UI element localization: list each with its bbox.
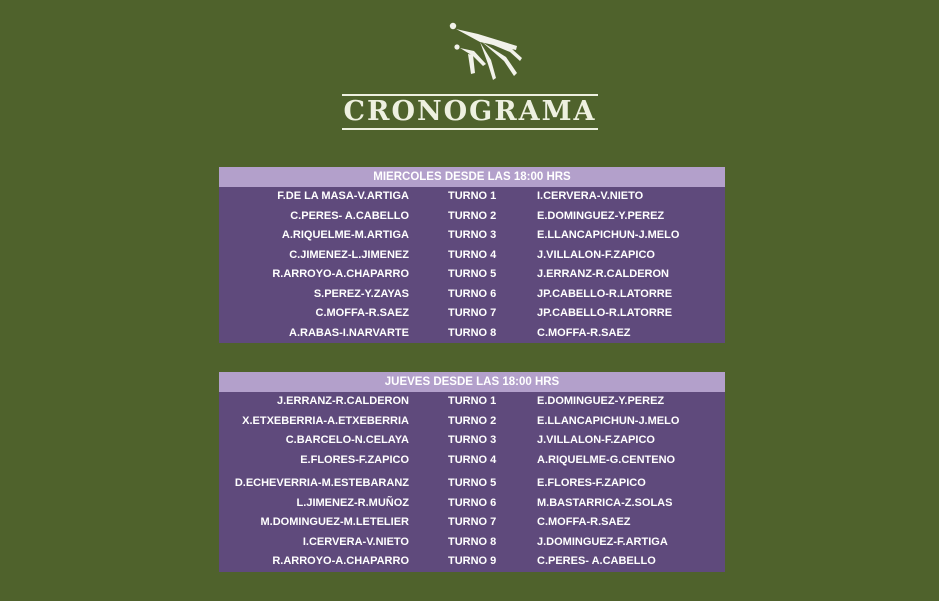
left-pair-cell: C.JIMENEZ-L.JIMENEZ [289, 248, 409, 261]
turn-cell: TURNO 3 [448, 229, 497, 241]
right-pair-cell: J.DOMINGUEZ-F.ARTIGA [537, 535, 668, 548]
left-pair-cell: X.ETXEBERRIA-A.ETXEBERRIA [242, 414, 409, 427]
schedule-row [219, 513, 725, 533]
turn-cell: TURNO 4 [448, 248, 497, 261]
schedule-row [219, 207, 725, 227]
right-pair-cell: A.RIQUELME-G.CENTENO [537, 453, 676, 466]
schedule-row [219, 246, 725, 266]
left-pair-cell: R.ARROYO-A.CHAPARRO [272, 555, 409, 567]
schedule-row [219, 324, 725, 344]
turn-cell: TURNO 4 [448, 453, 497, 466]
left-pair-cell: C.BARCELO-N.CELAYA [285, 434, 409, 446]
left-pair-cell: J.ERRANZ-R.CALDERON [277, 395, 409, 407]
right-pair-cell: C.PERES- A.CABELLO [537, 555, 656, 567]
turn-cell: TURNO 2 [448, 414, 497, 427]
left-pair-cell: D.ECHEVERRIA-M.ESTEBARANZ [234, 477, 409, 489]
right-pair-cell: JP.CABELLO-R.LATORRE [537, 307, 673, 319]
schedule-row [219, 392, 725, 412]
right-pair-cell: C.MOFFA-R.SAEZ [537, 326, 631, 339]
right-pair-cell: E.FLORES-F.ZAPICO [537, 477, 646, 489]
right-pair-cell: E.DOMINGUEZ-Y.PEREZ [537, 395, 665, 407]
right-pair-cell: E.DOMINGUEZ-Y.PEREZ [537, 209, 665, 222]
turn-cell: TURNO 6 [448, 287, 497, 300]
title-bottom-rule [342, 128, 598, 130]
schedule-row [219, 187, 725, 207]
turn-cell: TURNO 1 [448, 190, 497, 202]
right-pair-cell: JP.CABELLO-R.LATORRE [537, 287, 673, 300]
dancers-logo-icon [440, 20, 522, 82]
turn-cell: TURNO 6 [448, 496, 497, 509]
schedule-row [219, 304, 725, 324]
left-pair-cell: E.FLORES-F.ZAPICO [300, 453, 409, 466]
left-pair-cell: I.CERVERA-V.NIETO [302, 535, 409, 548]
right-pair-cell: J.VILLALON-F.ZAPICO [537, 434, 655, 446]
turn-cell: TURNO 2 [448, 209, 497, 222]
schedule-row [219, 533, 725, 553]
left-pair-cell: A.RIQUELME-M.ARTIGA [281, 229, 409, 241]
turn-cell: TURNO 5 [448, 268, 497, 280]
left-pair-cell: C.MOFFA-R.SAEZ [315, 307, 409, 319]
turn-cell: TURNO 3 [448, 434, 497, 446]
right-pair-cell: E.LLANCAPICHUN-J.MELO [537, 229, 680, 241]
left-pair-cell: C.PERES- A.CABELLO [290, 209, 409, 222]
schedule-row [219, 431, 725, 451]
schedule-row [219, 285, 725, 305]
left-pair-cell: R.ARROYO-A.CHAPARRO [272, 268, 409, 280]
schedule-header: MIERCOLES DESDE LAS 18:00 HRS [219, 167, 725, 187]
left-pair-cell: L.JIMENEZ-R.MUÑOZ [296, 496, 409, 509]
page-title: CRONOGRAMA [343, 96, 597, 127]
left-pair-cell: S.PEREZ-Y.ZAYAS [313, 287, 409, 300]
schedule-row [219, 494, 725, 514]
turn-cell: TURNO 7 [448, 516, 497, 528]
right-pair-cell: M.BASTARRICA-Z.SOLAS [537, 496, 673, 509]
turn-cell: TURNO 1 [448, 395, 497, 407]
schedule-row [219, 226, 725, 246]
turn-cell: TURNO 8 [448, 326, 497, 339]
schedule-row [219, 552, 725, 572]
header-title-block [342, 94, 598, 130]
turn-cell: TURNO 7 [448, 307, 497, 319]
schedule-row [219, 451, 725, 471]
schedule-thursday [219, 372, 725, 572]
turn-cell: TURNO 9 [448, 555, 497, 567]
turn-cell: TURNO 5 [448, 477, 497, 489]
left-pair-cell: A.RABAS-I.NARVARTE [289, 326, 409, 339]
schedule-row [219, 412, 725, 432]
schedule-wednesday [219, 167, 725, 343]
right-pair-cell: J.ERRANZ-R.CALDERON [537, 268, 669, 280]
schedule-header: JUEVES DESDE LAS 18:00 HRS [219, 372, 725, 392]
schedule-row [219, 474, 725, 494]
right-pair-cell: J.VILLALON-F.ZAPICO [537, 248, 655, 261]
left-pair-cell: M.DOMINGUEZ-M.LETELIER [260, 516, 409, 528]
right-pair-cell: I.CERVERA-V.NIETO [537, 190, 644, 202]
left-pair-cell: F.DE LA MASA-V.ARTIGA [277, 190, 409, 202]
schedule-row [219, 265, 725, 285]
right-pair-cell: C.MOFFA-R.SAEZ [537, 516, 631, 528]
right-pair-cell: E.LLANCAPICHUN-J.MELO [537, 414, 680, 427]
turn-cell: TURNO 8 [448, 535, 497, 548]
